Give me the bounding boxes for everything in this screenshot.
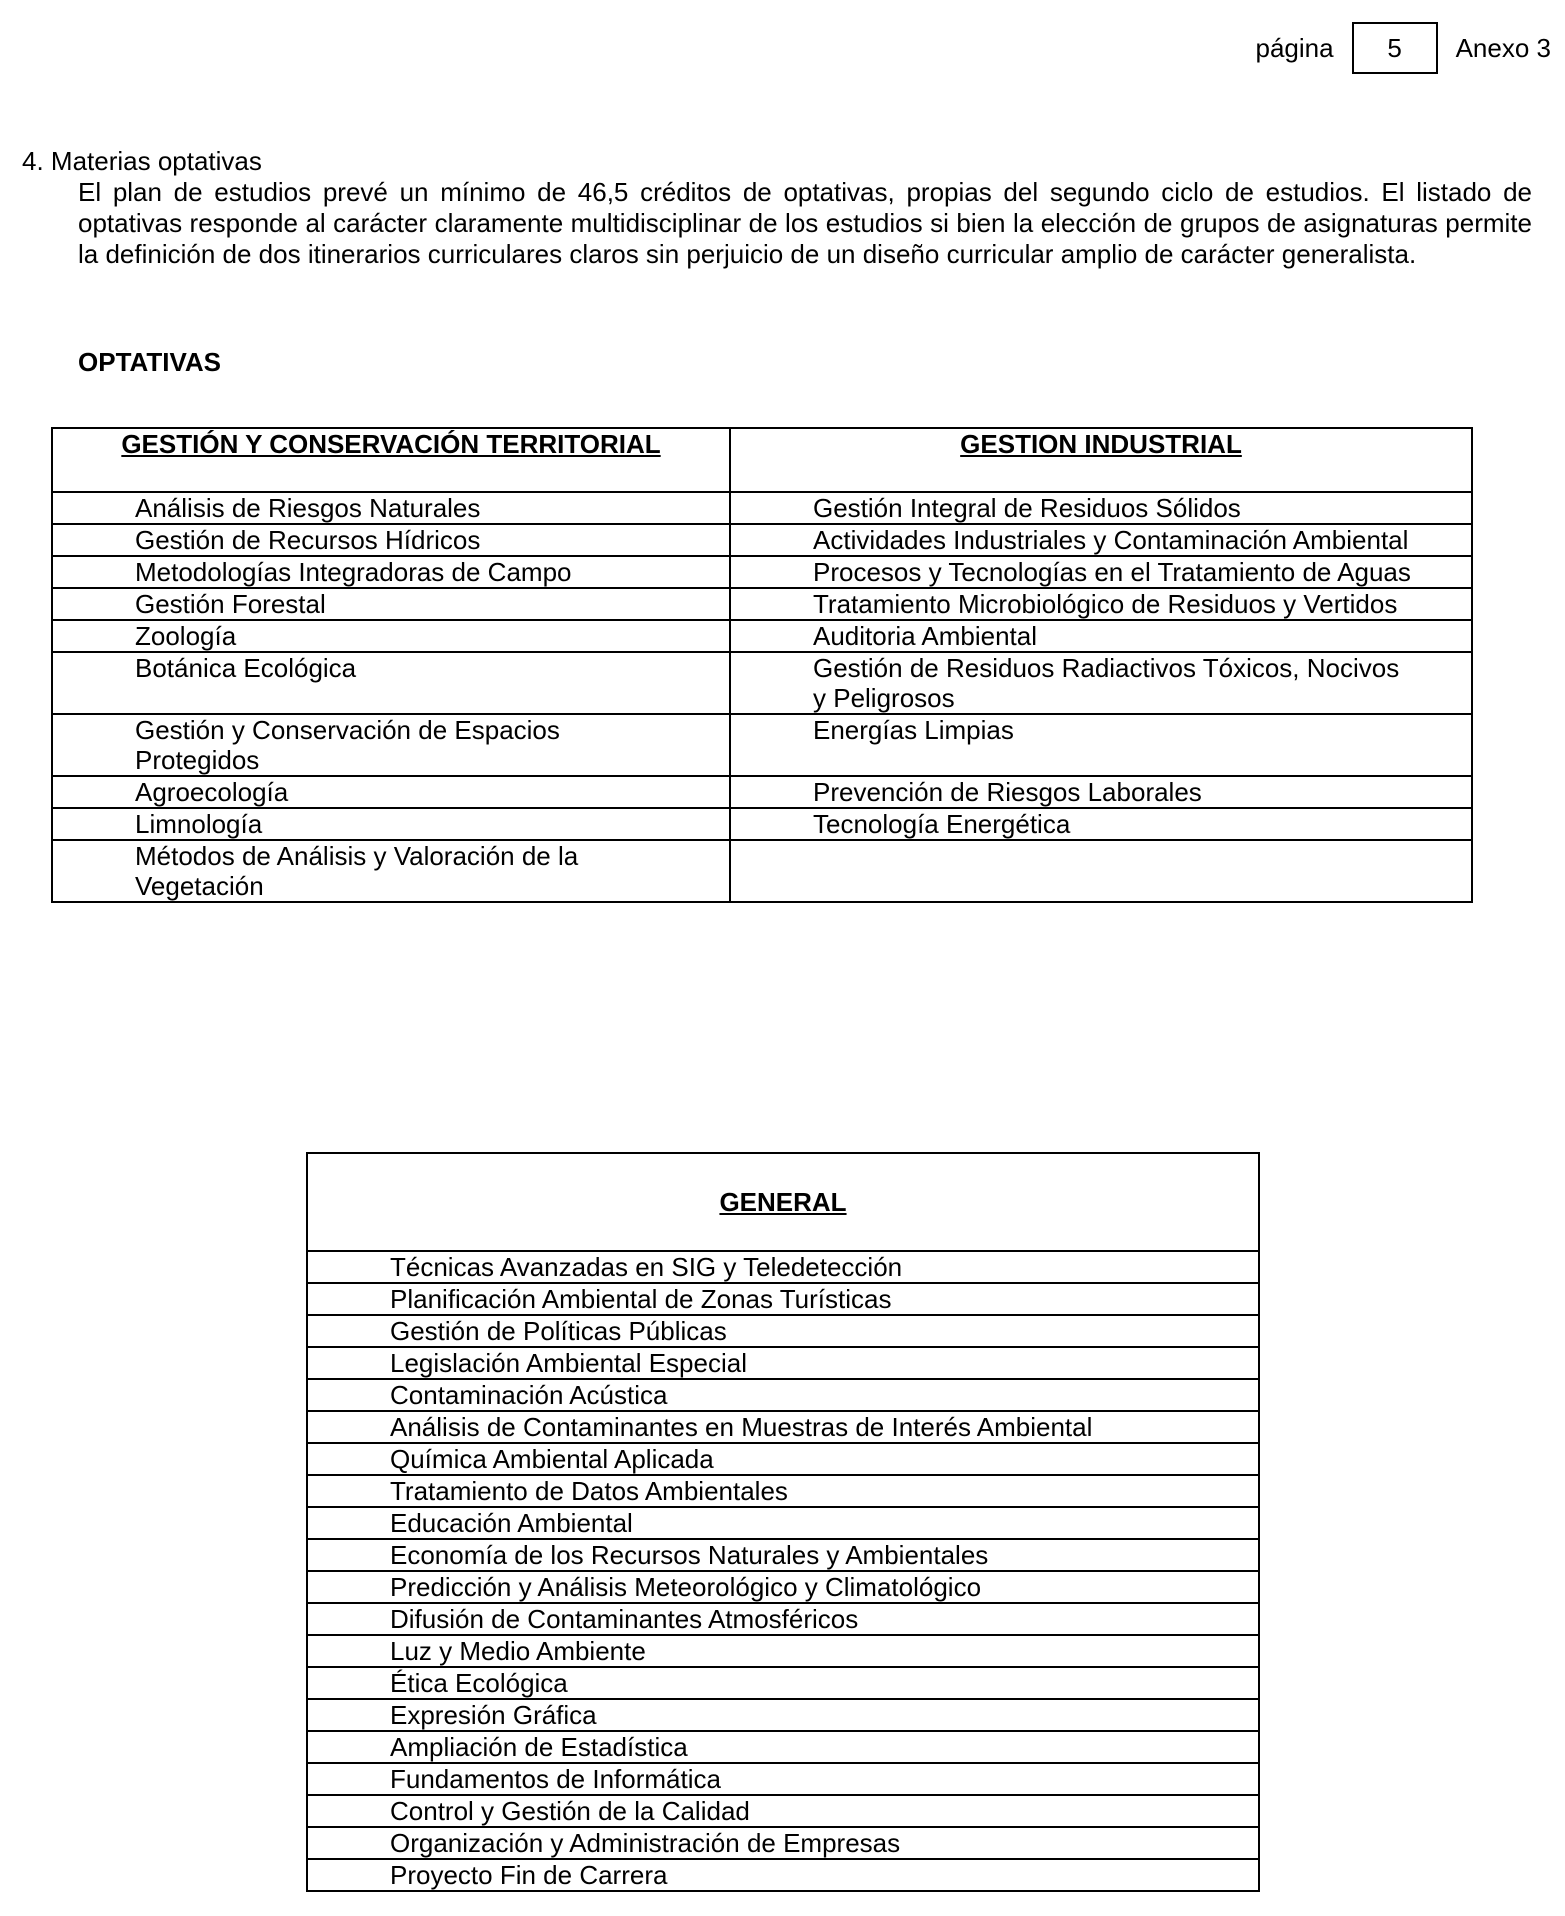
table-row xyxy=(52,808,1472,840)
cell-territorial: Botánica Ecológica xyxy=(52,652,730,714)
cell-general: Análisis de Contaminantes en Muestras de Interés Ambiental xyxy=(307,1411,1259,1443)
cell-industrial: Procesos y Tecnologías en el Tratamiento de Aguas xyxy=(730,556,1472,588)
page-label: página xyxy=(1255,32,1334,63)
cell-general: Técnicas Avanzadas en SIG y Teledetección xyxy=(307,1251,1259,1283)
table-row xyxy=(307,1827,1259,1859)
table-row xyxy=(52,492,1472,524)
table-row xyxy=(307,1763,1259,1795)
cell-territorial: Agroecología xyxy=(52,776,730,808)
cell-territorial: Métodos de Análisis y Valoración de la Vegetación xyxy=(52,840,730,902)
section-heading: 4. Materias optativas xyxy=(22,146,262,176)
cell-general: Difusión de Contaminantes Atmosféricos xyxy=(307,1603,1259,1635)
table-row xyxy=(307,1475,1259,1507)
table-row xyxy=(307,1603,1259,1635)
cell-general: Planificación Ambiental de Zonas Turísticas xyxy=(307,1283,1259,1315)
cell-general: Control y Gestión de la Calidad xyxy=(307,1795,1259,1827)
cell-general: Organización y Administración de Empresas xyxy=(307,1827,1259,1859)
cell-territorial: Gestión Forestal xyxy=(52,588,730,620)
column-header-industrial: GESTION INDUSTRIAL xyxy=(730,428,1472,492)
table-row xyxy=(307,1731,1259,1763)
table-row xyxy=(307,1795,1259,1827)
cell-general: Ética Ecológica xyxy=(307,1667,1259,1699)
table-row xyxy=(307,1251,1259,1283)
table-row xyxy=(307,1539,1259,1571)
cell-industrial: Energías Limpias xyxy=(730,714,1472,776)
cell-general: Ampliación de Estadística xyxy=(307,1731,1259,1763)
cell-territorial: Limnología xyxy=(52,808,730,840)
cell-general: Economía de los Recursos Naturales y Ambientales xyxy=(307,1539,1259,1571)
cell-industrial: Prevención de Riesgos Laborales xyxy=(730,776,1472,808)
cell-industrial: Gestión de Residuos Radiactivos Tóxicos, Nocivos y Peligrosos xyxy=(730,652,1472,714)
cell-territorial: Zoología xyxy=(52,620,730,652)
cell-general: Química Ambiental Aplicada xyxy=(307,1443,1259,1475)
table-row xyxy=(307,1379,1259,1411)
table-row xyxy=(52,588,1472,620)
cell-general: Expresión Gráfica xyxy=(307,1699,1259,1731)
cell-general: Proyecto Fin de Carrera xyxy=(307,1859,1259,1891)
table-row xyxy=(307,1411,1259,1443)
table-row xyxy=(307,1635,1259,1667)
table-row xyxy=(52,776,1472,808)
column-header-general: GENERAL xyxy=(307,1153,1259,1251)
cell-industrial xyxy=(730,840,1472,902)
table-row xyxy=(307,1347,1259,1379)
table-row xyxy=(52,652,1472,714)
cell-territorial: Análisis de Riesgos Naturales xyxy=(52,492,730,524)
cell-territorial: Gestión de Recursos Hídricos xyxy=(52,524,730,556)
cell-general: Gestión de Políticas Públicas xyxy=(307,1315,1259,1347)
table-row xyxy=(52,620,1472,652)
table-row xyxy=(52,840,1472,902)
table-row xyxy=(52,524,1472,556)
cell-general: Fundamentos de Informática xyxy=(307,1763,1259,1795)
cell-industrial: Auditoria Ambiental xyxy=(730,620,1472,652)
cell-general: Predicción y Análisis Meteorológico y Climatológico xyxy=(307,1571,1259,1603)
cell-general: Legislación Ambiental Especial xyxy=(307,1347,1259,1379)
cell-general: Educación Ambiental xyxy=(307,1507,1259,1539)
itinerary-table xyxy=(51,427,1473,903)
cell-industrial: Gestión Integral de Residuos Sólidos xyxy=(730,492,1472,524)
page-number-box: 5 xyxy=(1352,22,1438,74)
annex-label: Anexo 3 xyxy=(1455,32,1551,63)
table-row xyxy=(307,1283,1259,1315)
table-row xyxy=(307,1315,1259,1347)
table-row xyxy=(307,1859,1259,1891)
table-row xyxy=(307,1667,1259,1699)
table-row xyxy=(307,1507,1259,1539)
page-header xyxy=(1256,22,1551,74)
cell-territorial: Metodologías Integradoras de Campo xyxy=(52,556,730,588)
section-paragraph: El plan de estudios prevé un mínimo de 46,5 créditos de optativas, propias del segundo ciclo de estudios. El listado de optativas responde al carácter claramente multidisciplinar de los estudios si bien la elección de grupos de asignaturas permite la definición de dos itinerarios curriculares claros sin perjuicio de un diseño curricular amplio de carácter generalista. xyxy=(78,177,1532,269)
cell-general: Tratamiento de Datos Ambientales xyxy=(307,1475,1259,1507)
cell-industrial: Tratamiento Microbiológico de Residuos y Vertidos xyxy=(730,588,1472,620)
optativas-title: OPTATIVAS xyxy=(78,347,221,377)
column-header-territorial: GESTIÓN Y CONSERVACIÓN TERRITORIAL xyxy=(52,428,730,492)
section-materias-optativas xyxy=(22,146,1532,270)
table-row xyxy=(307,1699,1259,1731)
table-row xyxy=(52,714,1472,776)
cell-territorial: Gestión y Conservación de Espacios Protegidos xyxy=(52,714,730,776)
general-table xyxy=(306,1152,1260,1892)
cell-general: Contaminación Acústica xyxy=(307,1379,1259,1411)
cell-general: Luz y Medio Ambiente xyxy=(307,1635,1259,1667)
table-row xyxy=(307,1571,1259,1603)
cell-industrial: Actividades Industriales y Contaminación Ambiental xyxy=(730,524,1472,556)
table-row xyxy=(52,556,1472,588)
table-row xyxy=(307,1443,1259,1475)
cell-industrial: Tecnología Energética xyxy=(730,808,1472,840)
